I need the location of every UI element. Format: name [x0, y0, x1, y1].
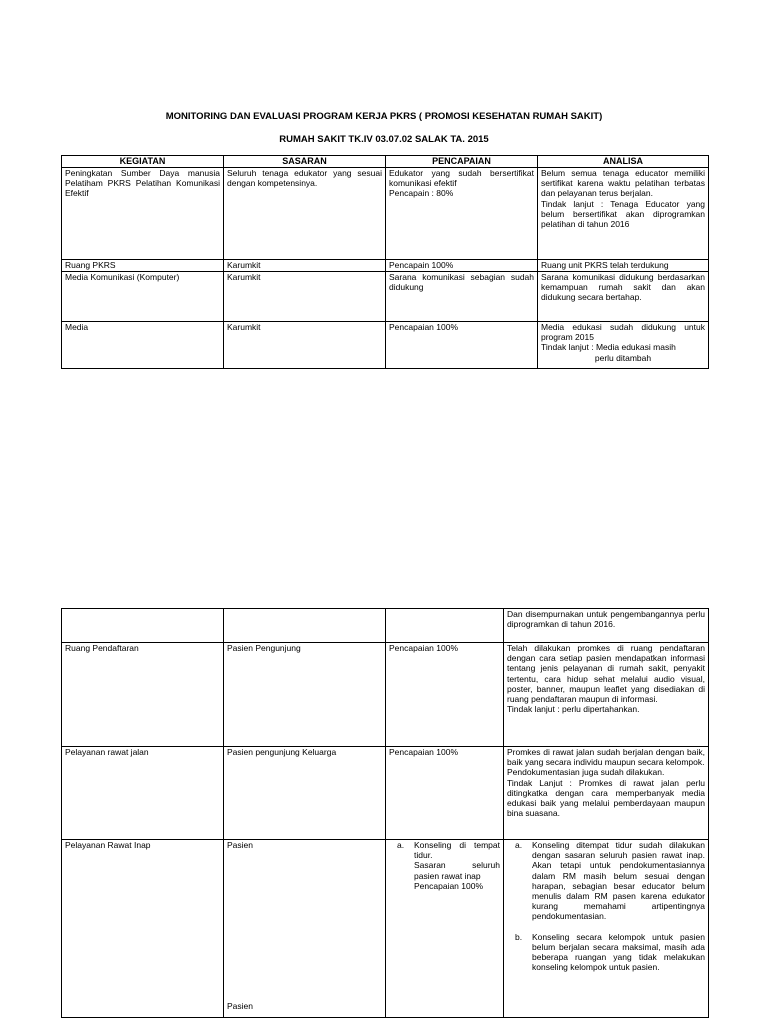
cell-kegiatan: Ruang Pendaftaran: [62, 643, 224, 747]
cell-analisa: [538, 168, 709, 260]
header-analisa: ANALISA: [538, 156, 709, 168]
monitoring-table-page1: [61, 155, 709, 369]
cell-sasaran: Seluruh tenaga edukator yang sesuai dengan kompetensinya.: [224, 168, 386, 260]
cell-analisa: Dan disempurnakan untuk pengembangannya perlu diprogramkan di tahun 2016.: [504, 609, 709, 643]
list-marker: a.: [397, 840, 405, 850]
cell-sasaran: Pasien pengunjung Keluarga: [224, 747, 386, 840]
table-header-row: [62, 156, 709, 168]
cell-sasaran: Karumkit: [224, 272, 386, 322]
analisa-tindak-lanjut: Tindak lanjut : Tenaga Educator yang belum bersertifikat akan diprogramkan pelatihan di tahun 2016: [541, 198, 705, 229]
analisa-text: Media edukasi sudah didukung untuk program 2015: [541, 322, 705, 343]
analisa-text: Belum semua tenaga educator memiliki sertifikat karena waktu pelatihan terbatas dan pelayanan terus berjalan.: [541, 168, 705, 199]
header-kegiatan: KEGIATAN: [62, 156, 224, 168]
cell-kegiatan: Peningkatan Sumber Daya manusia Pelatiham PKRS Pelatihan Komunikasi Efektif: [62, 168, 224, 260]
cell-analisa: [504, 840, 709, 1018]
cell-sasaran: [224, 840, 386, 1018]
cell-analisa: [538, 322, 709, 369]
cell-pencapaian: Pencapain 100%: [386, 260, 538, 272]
cell-analisa: [504, 747, 709, 840]
analisa-tindak-lanjut: Tindak Lanjut : Promkes di rawat jalan perlu ditingkatka dengan cara memperbanyak media edukasi baik yang melalui pemberdayaan maupun bina suasana.: [507, 777, 705, 819]
table-row: [62, 260, 709, 272]
cell-analisa: Sarana komunikasi didukung berdasarkan kemampuan rumah sakit dan akan didukung secara bertahap.: [538, 272, 709, 322]
cell-pencapaian: [386, 168, 538, 260]
monitoring-table-page2: [61, 608, 709, 1018]
analisa-text: Promkes di rawat jalan sudah berjalan dengan baik, baik yang secara individu maupun secara kelompok.: [507, 747, 705, 768]
cell-analisa: Ruang unit PKRS telah terdukung: [538, 260, 709, 272]
cell-pencapaian: Pencapaian 100%: [386, 322, 538, 369]
table-row: [62, 322, 709, 369]
table-row: [62, 272, 709, 322]
document-subtitle: RUMAH SAKIT TK.IV 03.07.02 SALAK TA. 2015: [279, 134, 489, 145]
pencapaian-list-item: [389, 840, 500, 860]
cell-kegiatan: Media: [62, 322, 224, 369]
table-row: [62, 168, 709, 260]
cell-sasaran: [224, 609, 386, 643]
analisa-list-item-a: [507, 840, 705, 922]
header-sasaran: SASARAN: [224, 156, 386, 168]
list-marker: b.: [515, 931, 523, 942]
list-marker: a.: [515, 840, 523, 850]
cell-kegiatan: Pelayanan rawat jalan: [62, 747, 224, 840]
analisa-item-text: Konseling ditempat tidur sudah dilakukan dengan sasaran seluruh pasien rawat inap. Akan tetapi untuk pendokumentasiannya dalam RM masih belum sesuai dengan harapan, sebagian besar educator belum menulis dalam RM pasen karena edukator kurang memahami artipentingnya pendokumentasian.: [532, 840, 705, 922]
analisa-dokumentasi: Pendokumentasian juga sudah dilakukan.: [507, 767, 665, 778]
cell-pencapaian: Sarana komunikasi sebagian sudah didukung: [386, 272, 538, 322]
cell-pencapaian: Pencapaian 100%: [386, 747, 504, 840]
analisa-text: Telah dilakukan promkes di ruang pendaftaran dengan cara setiap pasien mendapatkan informasi tentang jenis pelayanan di rumah sakit, penyakit tertentu, cara hidup sehat melalui audio visual, poster, banner, maupun leaflet yang disediakan di ruang pendaftaran maupun di informasi.: [507, 643, 705, 704]
analisa-tindak-lanjut-cont: perlu ditambah: [594, 352, 652, 363]
cell-analisa: [504, 643, 709, 747]
pencapaian-value: Pencapaian 100%: [414, 880, 484, 891]
cell-kegiatan: Pelayanan Rawat Inap: [62, 840, 224, 1018]
analisa-tindak-lanjut: Tindak lanjut : Media edukasi masih: [541, 342, 676, 353]
sasaran-text: Pasien: [227, 840, 253, 850]
cell-sasaran: Pasien Pengunjung: [224, 643, 386, 747]
cell-sasaran: Karumkit: [224, 322, 386, 369]
header-pencapaian: PENCAPAIAN: [386, 156, 538, 168]
cell-kegiatan: Ruang PKRS: [62, 260, 224, 272]
document-title: MONITORING DAN EVALUASI PROGRAM KERJA PKRS ( PROMOSI KESEHATAN RUMAH SAKIT): [165, 111, 603, 122]
cell-pencapaian: Pencapaian 100%: [386, 643, 504, 747]
table-row: [62, 643, 709, 747]
pencapaian-value: Pencapain : 80%: [389, 188, 454, 199]
sasaran-text-bottom: Pasien: [227, 1001, 253, 1011]
table-row: [62, 747, 709, 840]
analisa-list-item-b: [507, 932, 705, 973]
pencapaian-sasaran: Sasaran seluruh pasien rawat inap: [414, 860, 500, 881]
analisa-tindak-lanjut: Tindak lanjut : perlu dipertahankan.: [507, 704, 640, 715]
table-row: [62, 840, 709, 1018]
spacer: [507, 922, 705, 932]
cell-kegiatan: [62, 609, 224, 643]
cell-pencapaian: [386, 609, 504, 643]
pencapaian-item-text: Konseling di tempat tidur.: [414, 840, 500, 861]
analisa-item-text: Konseling secara kelompok untuk pasien belum berjalan secara maksimal, masih ada beberapa ruangan yang tidak melakukan konseling kelompok untuk pasien.: [532, 931, 705, 973]
pencapaian-text: Edukator yang sudah bersertifikat komunikasi efektif: [389, 168, 534, 189]
cell-sasaran: Karumkit: [224, 260, 386, 272]
table-row: [62, 609, 709, 643]
cell-pencapaian: [386, 840, 504, 1018]
cell-kegiatan: Media Komunikasi (Komputer): [62, 272, 224, 322]
